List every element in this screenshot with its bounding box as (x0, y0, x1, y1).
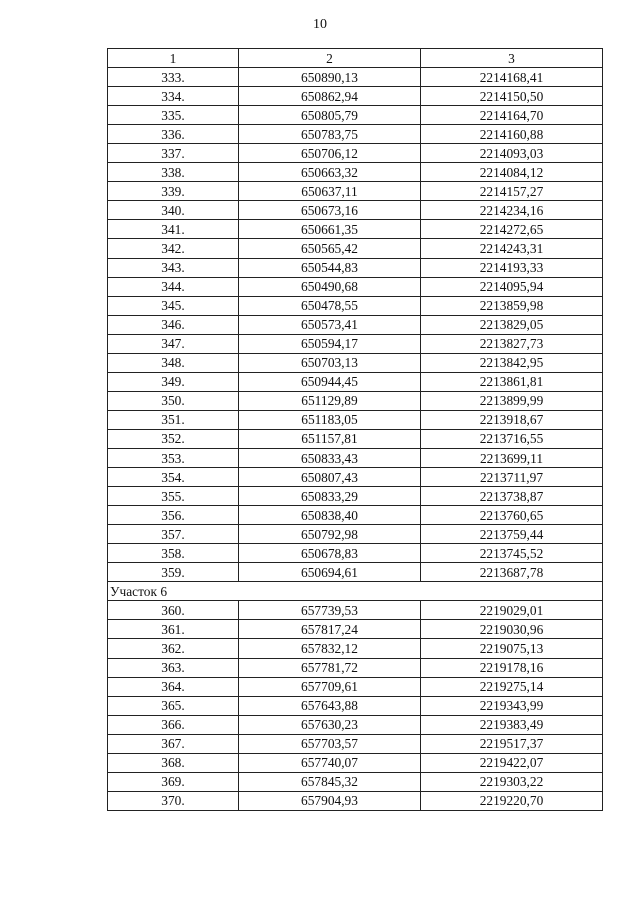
y-coordinate-cell: 2213918,67 (421, 410, 603, 429)
y-coordinate-cell: 2214150,50 (421, 87, 603, 106)
x-coordinate-cell: 657845,32 (239, 772, 421, 791)
y-coordinate-cell: 2219383,49 (421, 715, 603, 734)
x-coordinate-cell: 657630,23 (239, 715, 421, 734)
point-number-cell: 348. (108, 353, 239, 372)
table-row (108, 144, 603, 163)
x-coordinate-cell: 657740,07 (239, 753, 421, 772)
table-row (108, 258, 603, 277)
point-number-cell: 350. (108, 391, 239, 410)
point-number-cell: 360. (108, 601, 239, 620)
table-row (108, 601, 603, 620)
point-number-cell: 358. (108, 544, 239, 563)
point-number-cell: 368. (108, 753, 239, 772)
point-number-cell: 369. (108, 772, 239, 791)
table-row (108, 334, 603, 353)
y-coordinate-cell: 2219422,07 (421, 753, 603, 772)
y-coordinate-cell: 2213699,11 (421, 448, 603, 467)
point-number-cell: 367. (108, 734, 239, 753)
x-coordinate-cell: 650673,16 (239, 201, 421, 220)
column-header: 1 (108, 49, 239, 68)
y-coordinate-cell: 2219275,14 (421, 677, 603, 696)
point-number-cell: 361. (108, 620, 239, 639)
x-coordinate-cell: 657643,88 (239, 696, 421, 715)
x-coordinate-cell: 650594,17 (239, 334, 421, 353)
point-number-cell: 340. (108, 201, 239, 220)
x-coordinate-cell: 650833,43 (239, 448, 421, 467)
table-row (108, 372, 603, 391)
point-number-cell: 363. (108, 658, 239, 677)
point-number-cell: 351. (108, 410, 239, 429)
y-coordinate-cell: 2214160,88 (421, 125, 603, 144)
y-coordinate-cell: 2219029,01 (421, 601, 603, 620)
y-coordinate-cell: 2214157,27 (421, 182, 603, 201)
y-coordinate-cell: 2213738,87 (421, 487, 603, 506)
table-row (108, 182, 603, 201)
point-number-cell: 352. (108, 429, 239, 448)
point-number-cell: 346. (108, 315, 239, 334)
point-number-cell: 336. (108, 125, 239, 144)
table-row (108, 525, 603, 544)
table-row (108, 277, 603, 296)
x-coordinate-cell: 650807,43 (239, 468, 421, 487)
x-coordinate-cell: 650833,29 (239, 487, 421, 506)
x-coordinate-cell: 651157,81 (239, 429, 421, 448)
point-number-cell: 370. (108, 791, 239, 810)
table-row (108, 487, 603, 506)
y-coordinate-cell: 2219075,13 (421, 639, 603, 658)
table-row (108, 753, 603, 772)
y-coordinate-cell: 2213842,95 (421, 353, 603, 372)
point-number-cell: 356. (108, 506, 239, 525)
point-number-cell: 365. (108, 696, 239, 715)
x-coordinate-cell: 650694,61 (239, 563, 421, 582)
point-number-cell: 337. (108, 144, 239, 163)
x-coordinate-cell: 650890,13 (239, 68, 421, 87)
x-coordinate-cell: 650490,68 (239, 277, 421, 296)
y-coordinate-cell: 2214164,70 (421, 106, 603, 125)
table-row (108, 639, 603, 658)
table-row (108, 239, 603, 258)
y-coordinate-cell: 2213760,65 (421, 506, 603, 525)
page-number: 10 (313, 17, 327, 32)
x-coordinate-cell: 650573,41 (239, 315, 421, 334)
y-coordinate-cell: 2213745,52 (421, 544, 603, 563)
x-coordinate-cell: 657832,12 (239, 639, 421, 658)
table-row (108, 544, 603, 563)
point-number-cell: 333. (108, 68, 239, 87)
table-row (108, 791, 603, 810)
point-number-cell: 338. (108, 163, 239, 182)
x-coordinate-cell: 650544,83 (239, 258, 421, 277)
y-coordinate-cell: 2213827,73 (421, 334, 603, 353)
x-coordinate-cell: 657904,93 (239, 791, 421, 810)
y-coordinate-cell: 2213859,98 (421, 296, 603, 315)
point-number-cell: 347. (108, 334, 239, 353)
x-coordinate-cell: 657817,24 (239, 620, 421, 639)
column-header: 3 (421, 49, 603, 68)
table-row (108, 410, 603, 429)
table-row (108, 163, 603, 182)
y-coordinate-cell: 2214093,03 (421, 144, 603, 163)
y-coordinate-cell: 2214084,12 (421, 163, 603, 182)
point-number-cell: 355. (108, 487, 239, 506)
x-coordinate-cell: 650792,98 (239, 525, 421, 544)
point-number-cell: 334. (108, 87, 239, 106)
point-number-cell: 342. (108, 239, 239, 258)
y-coordinate-cell: 2219343,99 (421, 696, 603, 715)
table-row (108, 468, 603, 487)
x-coordinate-cell: 651129,89 (239, 391, 421, 410)
point-number-cell: 343. (108, 258, 239, 277)
y-coordinate-cell: 2213861,81 (421, 372, 603, 391)
point-number-cell: 366. (108, 715, 239, 734)
y-coordinate-cell: 2219178,16 (421, 658, 603, 677)
table-row (108, 772, 603, 791)
table-row (108, 506, 603, 525)
section-title: Участок 6 (108, 582, 603, 601)
table-row (108, 68, 603, 87)
point-number-cell: 359. (108, 563, 239, 582)
x-coordinate-cell: 657703,57 (239, 734, 421, 753)
table-row (108, 220, 603, 239)
table-row (108, 296, 603, 315)
table-row (108, 658, 603, 677)
table-row (108, 563, 603, 582)
table-row (108, 125, 603, 144)
y-coordinate-cell: 2213711,97 (421, 468, 603, 487)
table-body (108, 68, 603, 811)
x-coordinate-cell: 650661,35 (239, 220, 421, 239)
point-number-cell: 362. (108, 639, 239, 658)
x-coordinate-cell: 657781,72 (239, 658, 421, 677)
table-row (108, 620, 603, 639)
y-coordinate-cell: 2214234,16 (421, 201, 603, 220)
x-coordinate-cell: 650565,42 (239, 239, 421, 258)
y-coordinate-cell: 2214272,65 (421, 220, 603, 239)
y-coordinate-cell: 2214095,94 (421, 277, 603, 296)
y-coordinate-cell: 2213716,55 (421, 429, 603, 448)
x-coordinate-cell: 650637,11 (239, 182, 421, 201)
x-coordinate-cell: 650663,32 (239, 163, 421, 182)
x-coordinate-cell: 650783,75 (239, 125, 421, 144)
point-number-cell: 349. (108, 372, 239, 391)
table-row (108, 353, 603, 372)
x-coordinate-cell: 650678,83 (239, 544, 421, 563)
table-row (108, 696, 603, 715)
x-coordinate-cell: 650478,55 (239, 296, 421, 315)
table-header-row (108, 49, 603, 68)
point-number-cell: 354. (108, 468, 239, 487)
point-number-cell: 364. (108, 677, 239, 696)
table-row (108, 201, 603, 220)
x-coordinate-cell: 651183,05 (239, 410, 421, 429)
x-coordinate-cell: 650838,40 (239, 506, 421, 525)
point-number-cell: 345. (108, 296, 239, 315)
table-row (108, 106, 603, 125)
y-coordinate-cell: 2219303,22 (421, 772, 603, 791)
y-coordinate-cell: 2214168,41 (421, 68, 603, 87)
x-coordinate-cell: 650703,13 (239, 353, 421, 372)
x-coordinate-cell: 657709,61 (239, 677, 421, 696)
table-row (108, 315, 603, 334)
section-row (108, 582, 603, 601)
table-row (108, 715, 603, 734)
point-number-cell: 357. (108, 525, 239, 544)
x-coordinate-cell: 650944,45 (239, 372, 421, 391)
y-coordinate-cell: 2219030,96 (421, 620, 603, 639)
point-number-cell: 339. (108, 182, 239, 201)
point-number-cell: 344. (108, 277, 239, 296)
table-row (108, 734, 603, 753)
table-row (108, 677, 603, 696)
y-coordinate-cell: 2214243,31 (421, 239, 603, 258)
y-coordinate-cell: 2219220,70 (421, 791, 603, 810)
table-row (108, 391, 603, 410)
table-row (108, 448, 603, 467)
x-coordinate-cell: 657739,53 (239, 601, 421, 620)
x-coordinate-cell: 650706,12 (239, 144, 421, 163)
table-row (108, 87, 603, 106)
y-coordinate-cell: 2213899,99 (421, 391, 603, 410)
y-coordinate-cell: 2213687,78 (421, 563, 603, 582)
column-header: 2 (239, 49, 421, 68)
coordinates-table (107, 48, 603, 811)
table-row (108, 429, 603, 448)
point-number-cell: 341. (108, 220, 239, 239)
y-coordinate-cell: 2213829,05 (421, 315, 603, 334)
point-number-cell: 353. (108, 448, 239, 467)
y-coordinate-cell: 2219517,37 (421, 734, 603, 753)
x-coordinate-cell: 650805,79 (239, 106, 421, 125)
y-coordinate-cell: 2214193,33 (421, 258, 603, 277)
x-coordinate-cell: 650862,94 (239, 87, 421, 106)
y-coordinate-cell: 2213759,44 (421, 525, 603, 544)
point-number-cell: 335. (108, 106, 239, 125)
